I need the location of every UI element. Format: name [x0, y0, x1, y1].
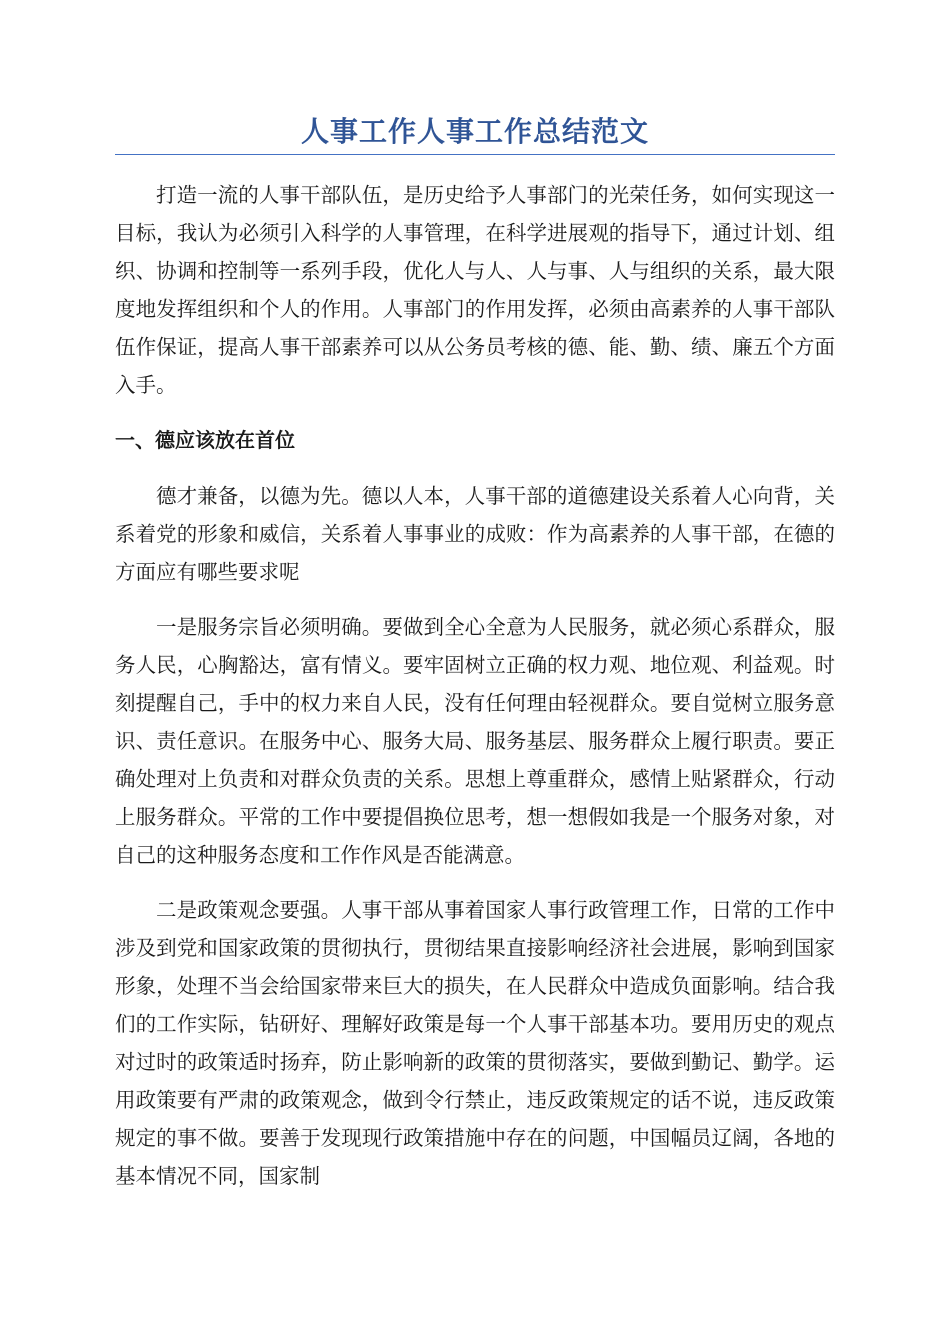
section-heading: 一、德应该放在首位	[115, 428, 295, 452]
intro-paragraph: 打造一流的人事干部队伍，是历史给予人事部门的光荣任务，如何实现这一目标，我认为必须引入科学的人事管理，在科学进展观的指导下，通过计划、组织、协调和控制等一系列手段，优化人与人、人与事、人与组织的关系，最大限度地发挥组织和个人的作用。人事部门的作用发挥，必须由高素养的人事干部队伍作保证，提高人事干部素养可以从公务员考核的德、能、勤、绩、廉五个方面入手。	[115, 183, 835, 397]
body-paragraph: 一是服务宗旨必须明确。要做到全心全意为人民服务，就必须心系群众，服务人民，心胸豁达，富有情义。要牢固树立正确的权力观、地位观、利益观。时刻提醒自己，手中的权力来自人民，没有任何理由轻视群众。要自觉树立服务意识、责任意识。在服务中心、服务大局、服务基层、服务群众上履行职责。要正确处理对上负责和对群众负责的关系。思想上尊重群众，感情上贴紧群众，行动上服务群众。平常的工作中要提倡换位思考，想一想假如我是一个服务对象，对自己的这种服务态度和工作作风是否能满意。	[115, 615, 835, 867]
document-title: 人事工作人事工作总结范文	[300, 115, 649, 148]
body-paragraph: 二是政策观念要强。人事干部从事着国家人事行政管理工作，日常的工作中涉及到党和国家政策的贯彻执行，贯彻结果直接影响经济社会进展，影响到国家形象，处理不当会给国家带来巨大的损失，在人民群众中造成负面影响。结合我们的工作实际，钻研好、理解好政策是每一个人事干部基本功。要用历史的观点对过时的政策适时扬弃，防止影响新的政策的贯彻落实，要做到勤记、勤学。运用政策要有严肃的政策观念，做到令行禁止，违反政策规定的话不说，违反政策规定的事不做。要善于发现现行政策措施中存在的问题，中国幅员辽阔，各地的基本情况不同，国家制	[115, 898, 835, 1188]
title-underline	[115, 154, 835, 155]
document-page	[115, 108, 835, 1212]
body-paragraph: 德才兼备，以德为先。德以人本，人事干部的道德建设关系着人心向背，关系着党的形象和威信，关系着人事事业的成败：作为高素养的人事干部，在德的方面应有哪些要求呢	[115, 484, 835, 584]
